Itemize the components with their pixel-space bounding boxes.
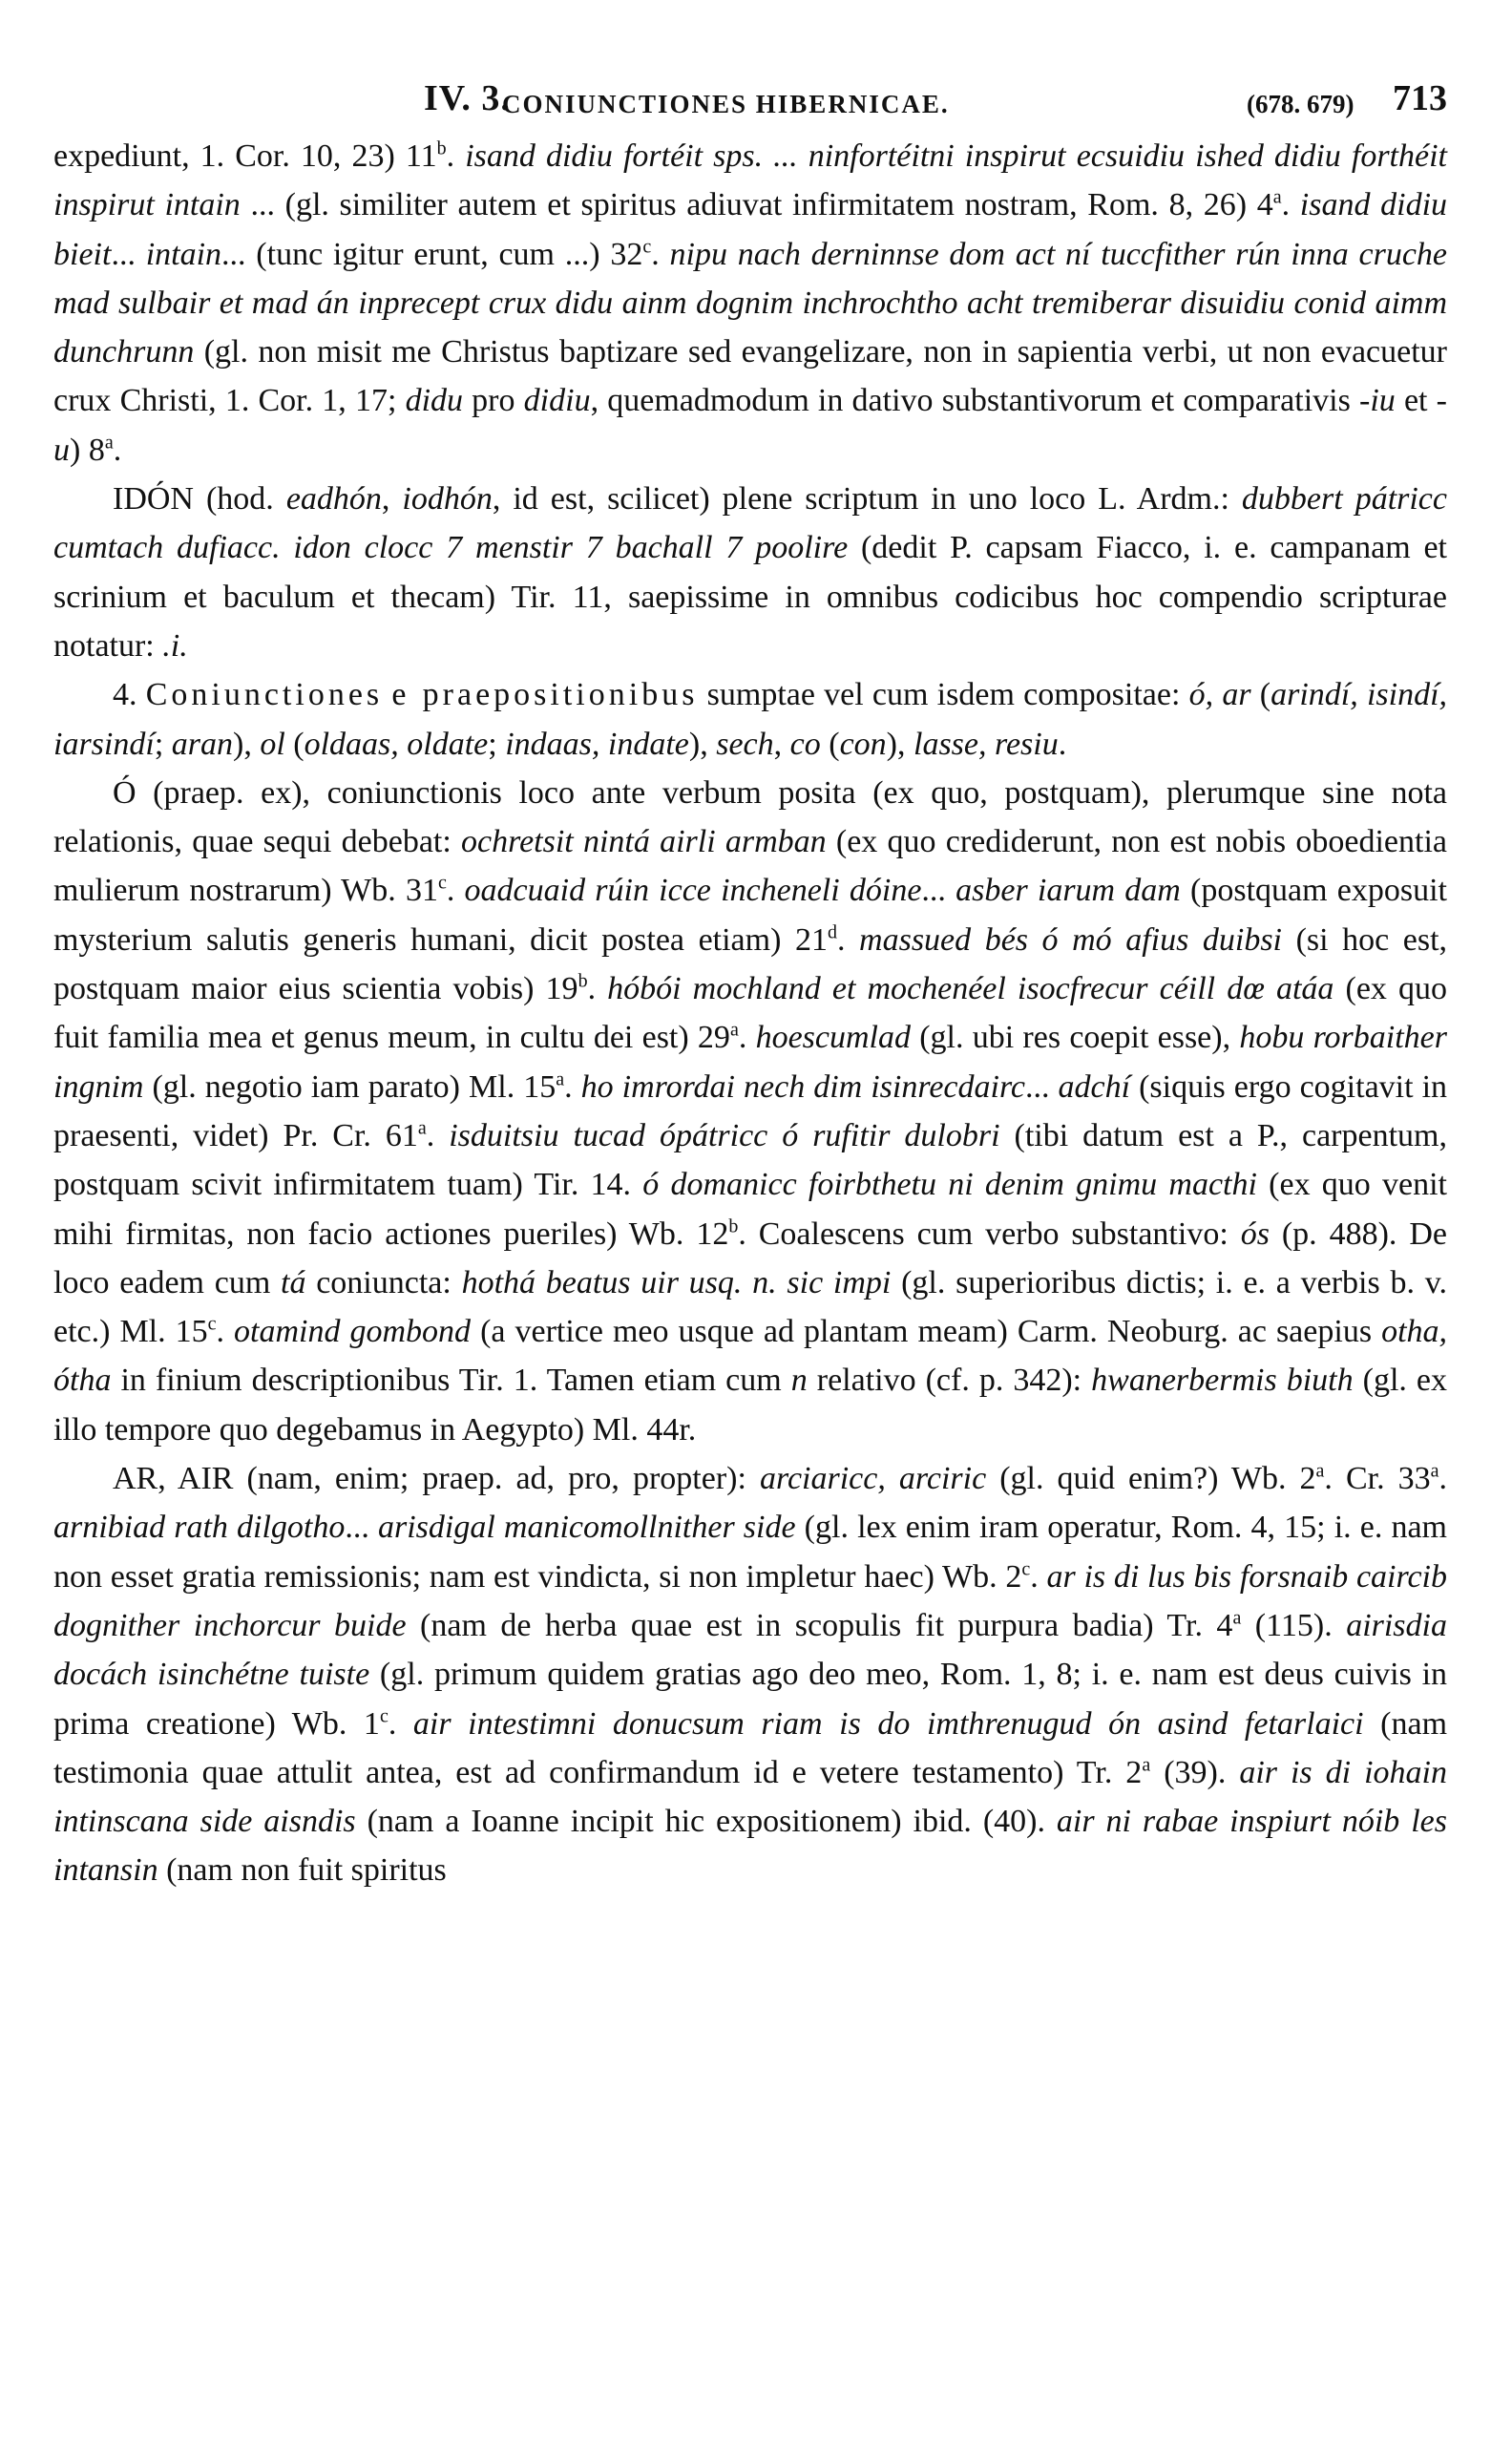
latin-text: . <box>651 236 670 272</box>
irish-text: ol <box>260 726 285 762</box>
latin-text: ( <box>284 726 304 762</box>
latin-text: . <box>1058 726 1067 762</box>
latin-text: expediunt, 1. Cor. 10, 23) 11 <box>53 138 437 174</box>
latin-text: ... <box>345 1510 378 1546</box>
latin-text: ) 8 <box>70 432 105 468</box>
latin-text: . <box>388 1705 413 1742</box>
latin-text: (39). <box>1150 1754 1240 1790</box>
irish-text: airisdia docách isinchétne tuiste <box>53 1607 1447 1693</box>
latin-text: ... (gl. similiter autem et spiritus adiuvat infirmitatem nostram, Rom. 8, 26) 4 <box>240 187 1273 223</box>
latin-text: ( <box>820 726 840 762</box>
latin-text: in finium descriptionibus Tir. 1. Tamen etiam cum <box>111 1363 791 1399</box>
irish-text: hwanerbermis biuth <box>1091 1363 1354 1399</box>
latin-text: (nam testimonia quae attulit antea, est ad confirmandum id e vetere testamento) Tr. 2 <box>53 1705 1448 1790</box>
irish-text: tá <box>281 1264 306 1300</box>
irish-text: ar is di lus bis forsnaib caircib dognither inchorcur buide <box>53 1558 1447 1643</box>
folio-side: b <box>728 1215 739 1237</box>
latin-text: . <box>1281 187 1300 223</box>
latin-text: (praep. ex), coniunctionis loco ante verbum posita (ex quo, postquam), plerumque sine nota relationis, quae sequi debebat: <box>53 774 1447 860</box>
latin-text: (ex quo crediderunt, non est nobis oboedientia mulierum nostrarum) Wb. 31 <box>53 824 1447 909</box>
latin-text: ), <box>886 726 914 762</box>
spaced-heading: e praepositionibus <box>391 677 699 713</box>
latin-text: (gl. lex enim iram operatur, Rom. 4, 15; i. e. nam non esset gratia remissionis; nam est vindicta, si non impletur haec) Wb. 2 <box>53 1510 1448 1595</box>
irish-text: didu <box>405 383 464 419</box>
irish-text: isduitsiu tucad ópátricc ó rufitir dulobri <box>449 1117 1000 1153</box>
irish-text: adchí <box>1058 1068 1131 1105</box>
latin-text: . <box>446 873 465 909</box>
irish-text: dubbert pátricc cumtach dufiacc. idon clocc 7 menstir 7 bachall 7 poolire <box>53 481 1447 566</box>
latin-text: , <box>773 726 790 762</box>
latin-text: (gl. ubi res coepit esse), <box>911 1020 1240 1056</box>
latin-text: (nam, enim; praep. ad, pro, propter): <box>233 1461 760 1497</box>
irish-text: .i. <box>162 627 188 664</box>
latin-text: (gl. non misit me Christus baptizare sed evangelizare, non in sapientia verbi, ut non evacuetur crux Christi, 1. Cor. 1, 17; <box>53 334 1447 419</box>
irish-text: lasse, resiu <box>914 726 1059 762</box>
paragraph-expediunt <box>53 132 1447 475</box>
folio-side: a <box>729 1020 739 1042</box>
irish-text: -iu <box>1359 383 1396 419</box>
latin-text: , quemadmodum in dativo substantivorum et comparativis <box>590 383 1360 419</box>
latin-text: ), <box>233 726 261 762</box>
page-number: 713 <box>1393 78 1447 118</box>
irish-text: hothá beatus uir usq. n. sic impi <box>461 1264 892 1300</box>
latin-text: pro <box>463 383 524 419</box>
latin-text: (dedit P. capsam Fiacco, i. e. campanam et scrinium et baculum et thecam) Tir. 11, saepissime in omnibus codicibus hoc compendio scripturae notatur: <box>53 530 1447 664</box>
irish-text: con <box>839 726 887 762</box>
irish-text: didiu <box>523 383 591 419</box>
irish-text: hoescumlad <box>755 1020 911 1056</box>
latin-text: (nam non fuit spiritus <box>158 1852 447 1889</box>
folio-side: a <box>417 1117 427 1139</box>
irish-text: arciaricc, arciric <box>759 1461 987 1497</box>
latin-text: , <box>381 481 403 518</box>
latin-text: ... <box>111 236 146 272</box>
irish-text: ós <box>1240 1215 1270 1252</box>
irish-text: ó domanicc foirbthetu ni denim gnimu macthi <box>642 1167 1257 1203</box>
irish-text: hóbói mochland et mochenéel isocfrecur céill dœ atáa <box>607 971 1334 1007</box>
irish-text: iodhón <box>402 481 493 518</box>
irish-text: intain <box>145 236 222 272</box>
latin-text: (gl. ex illo tempore quo degebamus in Aegypto) Ml. 44r. <box>53 1363 1447 1448</box>
irish-text: n <box>790 1363 808 1399</box>
folio-side: c <box>642 236 652 258</box>
latin-text: (postquam exposuit mysterium salutis generis humani, dicit postea etiam) 21 <box>53 873 1448 958</box>
latin-text: . <box>1438 1461 1448 1497</box>
folio-side: a <box>104 432 114 454</box>
irish-text: arnibiad rath dilgotho <box>53 1510 346 1546</box>
folio-side: a <box>1315 1460 1325 1482</box>
folio-side: a <box>1142 1754 1151 1776</box>
folio-side: a <box>556 1068 565 1090</box>
irish-text: arindí, isindí, iarsindí <box>53 677 1448 762</box>
latin-text: . <box>113 432 122 468</box>
latin-text: AR, AIR <box>113 1461 234 1497</box>
irish-text: sech <box>716 726 774 762</box>
irish-text: oldaas, oldate <box>304 726 489 762</box>
paragraph-o <box>53 769 1447 1454</box>
folio-side: b <box>578 970 588 992</box>
paragraph-reference: (678. 679) <box>1247 90 1354 118</box>
irish-text: co <box>789 726 821 762</box>
irish-text: air is di iohain intinscana side aisndis <box>53 1754 1447 1840</box>
irish-text: otamind gombond <box>234 1314 472 1350</box>
latin-text: et <box>1395 383 1437 419</box>
latin-text: relativo (cf. p. 342): <box>807 1363 1092 1399</box>
latin-text: sumptae vel cum isdem compositae: <box>698 677 1189 713</box>
latin-text: (si hoc est, postquam maior eius scientia vobis) 19 <box>53 921 1448 1007</box>
latin-text: (gl. primum quidem gratias ago deo meo, Rom. 1, 8; i. e. nam est deus cuivis in prima creatione) Wb. 1 <box>53 1657 1448 1742</box>
folio-side: a <box>1430 1460 1439 1482</box>
folio-side: d <box>827 921 837 943</box>
irish-text: ho imrordai nech dim isinrecdairc <box>580 1068 1026 1105</box>
irish-text: eadhón <box>285 481 382 518</box>
latin-text: (115). <box>1241 1607 1347 1643</box>
latin-text: (a vertice meo usque ad plantam meam) Carm. Neoburg. ac saepius <box>471 1314 1382 1350</box>
running-header <box>53 74 1447 122</box>
latin-text: (ex quo fuit familia mea et genus meum, in cultu dei est) 29 <box>53 971 1448 1056</box>
latin-text: . <box>738 1020 756 1056</box>
folio-side: b <box>436 137 447 159</box>
folio-side: a <box>1272 186 1282 208</box>
spaced-heading: Coniunctiones <box>145 677 384 713</box>
latin-text: ... <box>1025 1068 1059 1105</box>
paragraph-idon <box>53 475 1447 670</box>
latin-text: (nam a Ioanne incipit hic expositionem) ibid. (40). <box>355 1804 1057 1840</box>
irish-text: arisdigal manicomollnither side <box>378 1510 796 1546</box>
irish-text: ó, ar <box>1188 677 1251 713</box>
latin-text: (siquis ergo cogitavit in praesenti, videt) Pr. Cr. 61 <box>53 1068 1448 1153</box>
latin-text: (p. 488). De loco eadem cum <box>53 1215 1447 1300</box>
latin-text: (nam de herba quae est in scopulis fit purpura badia) Tr. 4 <box>406 1607 1233 1643</box>
irish-text: nipu nach derninnse dom act ní tuccfither rún inna cruche mad sulbair et mad án inprecept crux didu ainm dognim inchrochtho acht tremiberar disuidiu conid aimm dunchrunn <box>53 236 1448 370</box>
latin-text: (hod. <box>193 481 286 518</box>
irish-text: isand didiu fortéit sps. ... ninfortéitni inspirut ecsuidiu ished didiu forthéit inspirut intain <box>53 138 1447 223</box>
body-text <box>53 132 1447 1895</box>
latin-text: . Cr. 33 <box>1324 1461 1431 1497</box>
irish-text: massued bés ó mó afius duibsi <box>859 921 1283 958</box>
latin-text: . <box>564 1068 581 1105</box>
folio-side: c <box>379 1705 388 1727</box>
latin-text: (gl. quid enim?) Wb. 2 <box>986 1461 1316 1497</box>
folio-side: a <box>1232 1607 1242 1629</box>
irish-text: ochretsit nintá airli armban <box>461 824 827 860</box>
folio-side: c <box>437 873 447 895</box>
latin-text: ... (tunc igitur erunt, cum ...) 32 <box>221 236 643 272</box>
irish-text: air ni rabae inspiurt nóib les intansin <box>53 1804 1447 1889</box>
irish-text: hobu rorbaither ingnim <box>53 1020 1447 1105</box>
folio-side: c <box>207 1313 217 1335</box>
latin-text: IDÓN <box>113 481 194 518</box>
irish-text: -u <box>53 383 1447 468</box>
irish-text: asber iarum dam <box>956 873 1181 909</box>
latin-text: . Coalescens cum verbo substantivo: <box>738 1215 1241 1252</box>
latin-text: . <box>446 138 466 174</box>
latin-text: ; <box>154 726 172 762</box>
latin-text: coniuncta: <box>305 1264 462 1300</box>
irish-text: isand didiu bieit <box>53 187 1448 272</box>
latin-text: . <box>426 1117 450 1153</box>
latin-text: . <box>216 1314 235 1350</box>
irish-text: indaas, indate <box>505 726 689 762</box>
latin-text: ; <box>488 726 506 762</box>
latin-text: ... <box>921 873 956 909</box>
latin-text: , id est, scilicet) plene scriptum in uno loco L. Ardm.: <box>492 481 1242 518</box>
latin-text: (gl. negotio iam parato) Ml. 15 <box>143 1068 556 1105</box>
latin-text: . <box>836 921 860 958</box>
paragraph-ar-air <box>53 1454 1447 1895</box>
latin-text: ( <box>1250 677 1271 713</box>
latin-text: (ex quo venit mihi firmitas, non facio actiones pueriles) Wb. 12 <box>53 1167 1447 1252</box>
latin-text: (gl. superioribus dictis; i. e. a verbis b. v. etc.) Ml. 15 <box>53 1264 1447 1350</box>
latin-text: ), <box>688 726 717 762</box>
irish-text: air intestimni donucsum riam is do imthrenugud ón asind fetarlaici <box>412 1705 1364 1742</box>
running-title: CONIUNCTIONES HIBERNICAE. <box>502 90 950 118</box>
section-number: IV. 3. <box>424 78 511 118</box>
latin-text: (tibi datum est a P., carpentum, postquam scivit infirmitatem tuam) Tir. 14. <box>53 1117 1447 1203</box>
latin-text <box>383 677 391 712</box>
paragraph-coniunctiones <box>53 670 1447 769</box>
latin-text: . <box>1030 1558 1047 1595</box>
folio-side: c <box>1021 1558 1031 1580</box>
latin-text: . <box>587 971 608 1007</box>
irish-text: oadcuaid rúin icce incheneli dóine <box>464 873 922 909</box>
latin-text: Ó <box>113 774 136 811</box>
irish-text: aran <box>171 726 233 762</box>
latin-text: 4. <box>113 677 146 713</box>
irish-text: otha, ótha <box>53 1314 1448 1399</box>
